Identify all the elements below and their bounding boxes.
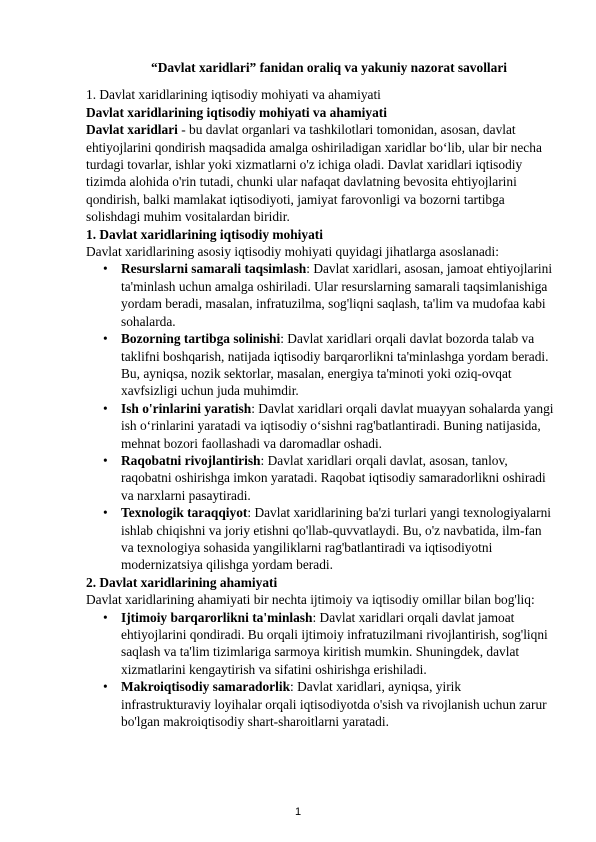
- item-term: Ijtimoiy barqarorlikni ta'minlash: [121, 609, 313, 625]
- item-text: : Davlat xaridlarining ba'zi turlari yangi texnologiyalarni ishlab chiqishni va joriy etishni qo'llab-quvvatlaydi. Bu, o'z navbatida, ilm-fan va texnologiya sohasida yangiliklarni rag'batlantiradi va iqtisodiyotni modernizatsiya qilishga yordam beradi.: [121, 505, 551, 573]
- list-item: [86, 400, 554, 452]
- bullet-icon: •: [103, 679, 108, 695]
- section2-list: [86, 609, 554, 731]
- item-term: Ish o'rinlarini yaratish: [121, 400, 252, 416]
- bullet-icon: •: [103, 609, 108, 625]
- list-item: [86, 330, 554, 400]
- document-page: [86, 59, 554, 730]
- bullet-icon: •: [103, 505, 108, 521]
- list-item: [86, 678, 554, 730]
- item-term: Texnologik taraqqiyot: [121, 505, 248, 521]
- list-item: [86, 260, 554, 330]
- bullet-icon: •: [103, 261, 108, 277]
- bullet-icon: •: [103, 331, 108, 347]
- main-heading: Davlat xaridlarining iqtisodiy mohiyati va ahamiyati: [86, 104, 387, 120]
- page-number: 1: [294, 806, 302, 818]
- bullet-icon: •: [103, 452, 108, 468]
- item-text: : Davlat xaridlari orqali davlat bozorda talab va taklifni boshqarish, natijada iqtisodiy barqarorlikni ta'minlashga yordam beradi. Bu, ayniqsa, nozik sektorlar, masalan, energiya ta'minoti yoki oziq-ovqat xavfsizligi uchun juda muhimdir.: [121, 331, 549, 399]
- item-term: Bozorning tartibga solinishi: [121, 331, 281, 347]
- document-title: “Davlat xaridlari” fanidan oraliq va yakuniy nazorat savollari: [151, 60, 507, 75]
- item-text: : Davlat xaridlari orqali davlat, asosan, tanlov, raqobatni oshirishga imkon yaratadi. Raqobat iqtisodiy samaradorlikni oshiradi va narxlarni pasaytiradi.: [121, 452, 546, 503]
- intro-paragraph: [86, 121, 554, 225]
- list-item: [86, 609, 554, 679]
- intro-term: Davlat xaridlari: [86, 122, 178, 138]
- section2-intro: Davlat xaridlarining ahamiyati bir nechta ijtimoiy va iqtisodiy omillar bilan bog'liq:: [86, 592, 535, 608]
- intro-text: - bu davlat organlari va tashkilotlari tomonidan, asosan, davlat ehtiyojlarini qondirish maqsadida amalga oshiriladigan xaridlar bo‘lib, ular bir necha turdagi tovarlar, ishlar yoki xizmatlarni o'z ichiga oladi. Davlat xaridlari iqtisodiy tizimda alohida o'rin tutadi, chunki ular nafaqat davlatning bevosita ehtiyojlarini qondirish, balki mamlakat iqtisodiyoti, jamiyat farovonligi va bozorni tartibga solishdagi muhim vositalardan biridir.: [86, 122, 542, 225]
- item-text: : Davlat xaridlari orqali davlat jamoat ehtiyojlarini qondiradi. Bu orqali ijtimoiy infratuzilmani rivojlantirish, sog'liqni saqlash va ta'lim tizimlariga sarmoya kiritish mumkin. Shuningdek, davlat xizmatlarini kengaytirish va sifatini oshirishga erishiladi.: [121, 609, 548, 677]
- question-item: 1. Davlat xaridlarining iqtisodiy mohiyati va ahamiyati: [86, 87, 381, 103]
- item-text: : Davlat xaridlari, asosan, jamoat ehtiyojlarini ta'minlash uchun amalga oshiriladi. Ular resurslarning samarali taqsimlanishiga yordam beradi, masalan, infratuzilma, sog'liqni saqlash, ta'lim va mudofaa kabi sohalarda.: [121, 261, 553, 329]
- section1-list: [86, 260, 554, 573]
- section1-heading: 1. Davlat xaridlarining iqtisodiy mohiyati: [86, 226, 323, 242]
- section1-intro: Davlat xaridlarining asosiy iqtisodiy mohiyati quyidagi jihatlarga asoslanadi:: [86, 244, 499, 260]
- item-text: : Davlat xaridlari, ayniqsa, yirik infrastrukturaviy loyihalar orqali iqtisodiyotda o'sish va rivojlanish uchun zarur bo'lgan makroiqtisodiy shart-sharoitlarni yaratadi.: [121, 679, 547, 730]
- item-text: : Davlat xaridlari orqali davlat muayyan sohalarda yangi ish o‘rinlarini yaratadi va iqtisodiy o‘sishni rag'batlantiradi. Buning natijasida, mehnat bozori faollashadi va daromadlar oshadi.: [121, 400, 554, 451]
- item-term: Raqobatni rivojlantirish: [121, 452, 261, 468]
- item-term: Resurslarni samarali taqsimlash: [121, 261, 307, 277]
- section2-heading: 2. Davlat xaridlarining ahamiyati: [86, 574, 278, 590]
- item-term: Makroiqtisodiy samaradorlik: [121, 679, 291, 695]
- bullet-icon: •: [103, 400, 108, 416]
- list-item: [86, 452, 554, 504]
- list-item: [86, 504, 554, 574]
